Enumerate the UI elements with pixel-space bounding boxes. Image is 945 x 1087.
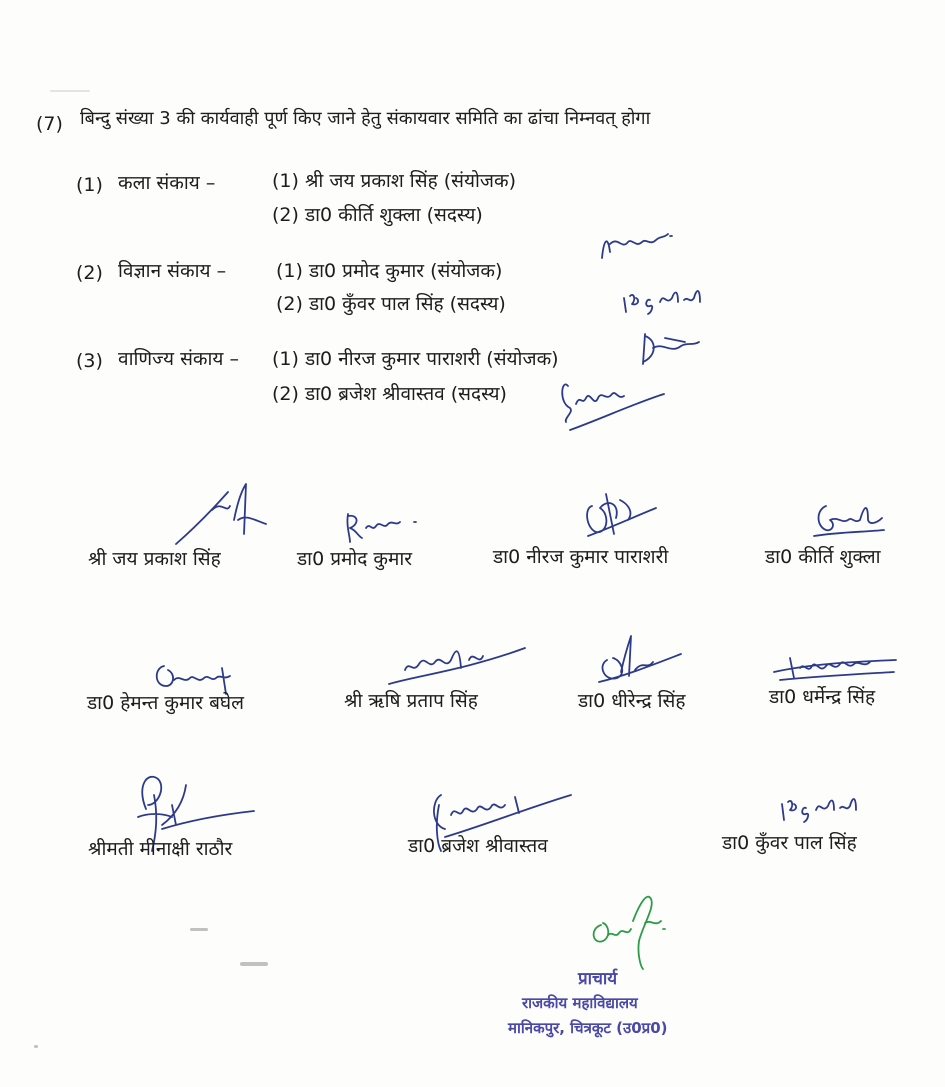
faculty-index: (2) [76,262,103,284]
signature [770,650,900,690]
principal-signature [585,885,670,970]
scan-speck [190,928,208,931]
signatory-name: श्री ऋषि प्रताप सिंह [344,690,478,712]
faculty-member: (2) डा0 ब्रजेश श्रीवास्तव (सदस्य) [272,383,507,405]
signatory-name: डा0 कुँवर पाल सिंह [722,832,857,854]
faculty-member: (2) डा0 कुँवर पाल सिंह (सदस्य) [276,293,506,315]
signatory-name: डा0 धीरेन्द्र सिंह [578,690,686,712]
signature [385,640,530,690]
signature-initials [635,328,705,368]
signature [808,496,888,546]
scan-speck [34,1045,38,1048]
signature [342,506,432,546]
faculty-member: (1) डा0 नीरज कुमार पाराशरी (संयोजक) [272,348,559,370]
faculty-member: (1) श्री जय प्रकाश सिंह (संयोजक) [272,170,517,192]
stamp-location: मानिकपुर, चित्रकूट (उ0प्र0) [508,1019,668,1037]
signature [595,630,685,690]
signatory-name: डा0 नीरज कुमार पाराशरी [493,546,669,568]
faculty-name: विज्ञान संकाय – [118,260,227,282]
signature-initials [558,372,668,432]
faculty-member: (1) डा0 प्रमोद कुमार (संयोजक) [276,260,503,282]
faculty-name: वाणिज्य संकाय – [118,348,239,370]
faculty-name: कला संकाय – [118,172,216,194]
signatory-name: श्रीमती मीनाक्षी राठौर [88,838,233,860]
signature [172,480,272,550]
signature-initials [598,228,678,268]
signatory-name: डा0 हेमन्त कुमार बघेल [87,692,245,714]
point-heading: बिन्दु संख्या 3 की कार्यवाही पूर्ण किए जाने हेतु संकायवार समिति का ढांचा निम्नवत् होगा [80,108,651,129]
signature-initials [620,278,725,318]
point-number: (7) [36,113,63,135]
scan-speck [50,90,90,92]
stamp-title: प्राचार्य [578,969,618,989]
signature [580,488,660,548]
signatory-name: श्री जय प्रकाश सिंह [88,548,221,570]
faculty-member: (2) डा0 कीर्ति शुक्ला (सदस्य) [272,204,483,226]
faculty-index: (3) [76,350,103,372]
faculty-index: (1) [76,174,103,196]
signature [778,790,863,830]
signatory-name: डा0 कीर्ति शुक्ला [765,546,881,568]
stamp-institution: राजकीय महाविद्यालय [522,994,638,1012]
scan-speck [240,962,268,966]
signatory-name: डा0 धर्मेन्द्र सिंह [769,686,876,708]
signatory-name: डा0 ब्रजेश श्रीवास्तव [408,835,548,857]
signatory-name: डा0 प्रमोद कुमार [297,548,413,570]
